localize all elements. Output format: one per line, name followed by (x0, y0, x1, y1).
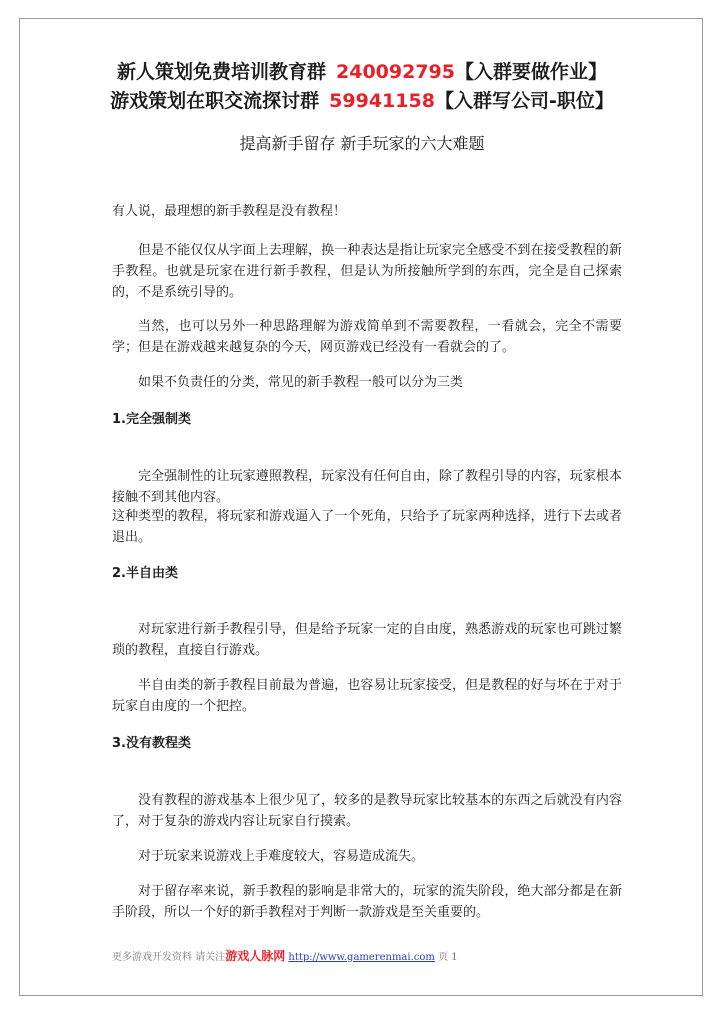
section3-paragraph-2: 对于玩家来说游戏上手难度较大，容易造成流失。 (138, 849, 425, 864)
paragraph-categories: 如果不负责任的分类，常见的新手教程一般可以分为三类 (138, 375, 464, 390)
footer-brand: 游戏人脉网 (225, 949, 286, 963)
header-line2-text: 游戏策划在职交流探讨群 (110, 90, 320, 112)
section-heading-1: 1.完全强制类 (112, 412, 191, 427)
paragraph-intro: 有人说，最理想的新手教程是没有教程！ (112, 204, 347, 219)
header-line2-note: 【入群写公司-职位】 (434, 90, 614, 112)
page-number: 页 1 (438, 952, 458, 963)
section3-paragraph-1: 没有教程的游戏基本上很少见了，较多的是教导玩家比较基本的东西之后就没有内容了，对于复杂的游戏内容让玩家自行摸索。 (112, 793, 622, 829)
section2-paragraph-1: 对玩家进行新手教程引导，但是给予玩家一定的自由度，熟悉游戏的玩家也可跳过繁琐的教程，直接自行游戏。 (112, 622, 622, 658)
footer-link[interactable]: http://www.gamerenmai.com (288, 952, 435, 963)
page-footer (112, 948, 458, 966)
section1-paragraph-1: 完全强制性的让玩家遵照教程，玩家没有任何自由，除了教程引导的内容，玩家根本接触不到其他内容。 (112, 469, 622, 505)
section1-paragraph-2: 这种类型的教程，将玩家和游戏逼入了一个死角，只给予了玩家两种选择，进行下去或者退出。 (112, 509, 622, 545)
header-line1-text: 新人策划免费培训教育群 (116, 61, 326, 83)
header-line-1 (0, 58, 724, 87)
header-line-2 (0, 87, 724, 116)
paragraph-alternative: 当然，也可以另外一种思路理解为游戏简单到不需要教程，一看就会，完全不需要学；但是在游戏越来越复杂的今天，网页游戏已经没有一看就会的了。 (112, 319, 622, 355)
section2-paragraph-2: 半自由类的新手教程目前最为普遍，也容易让玩家接受，但是教程的好与坏在于对于玩家自由度的一个把控。 (112, 678, 622, 714)
document-title: 提高新手留存 新手玩家的六大难题 (239, 134, 485, 153)
section-heading-3: 3.没有教程类 (112, 736, 191, 751)
header-line1-number: 240092795 (336, 61, 455, 83)
section-heading-2: 2.半自由类 (112, 566, 178, 581)
header-line2-number: 59941158 (329, 90, 435, 112)
section3-paragraph-3: 对于留存率来说，新手教程的影响是非常大的，玩家的流失阶段，绝大部分都是在新手阶段，所以一个好的新手教程对于判断一款游戏是至关重要的。 (112, 884, 622, 920)
paragraph-explanation: 但是不能仅仅从字面上去理解，换一种表达是指让玩家完全感受不到在接受教程的新手教程。也就是玩家在进行新手教程，但是认为所接触所学到的东西，完全是自己探索的，不是系统引导的。 (112, 243, 622, 300)
footer-prefix: 更多游戏开发资料 请关注 (112, 952, 226, 963)
header-banner (0, 58, 724, 116)
header-line1-note: 【入群要做作业】 (454, 61, 607, 83)
